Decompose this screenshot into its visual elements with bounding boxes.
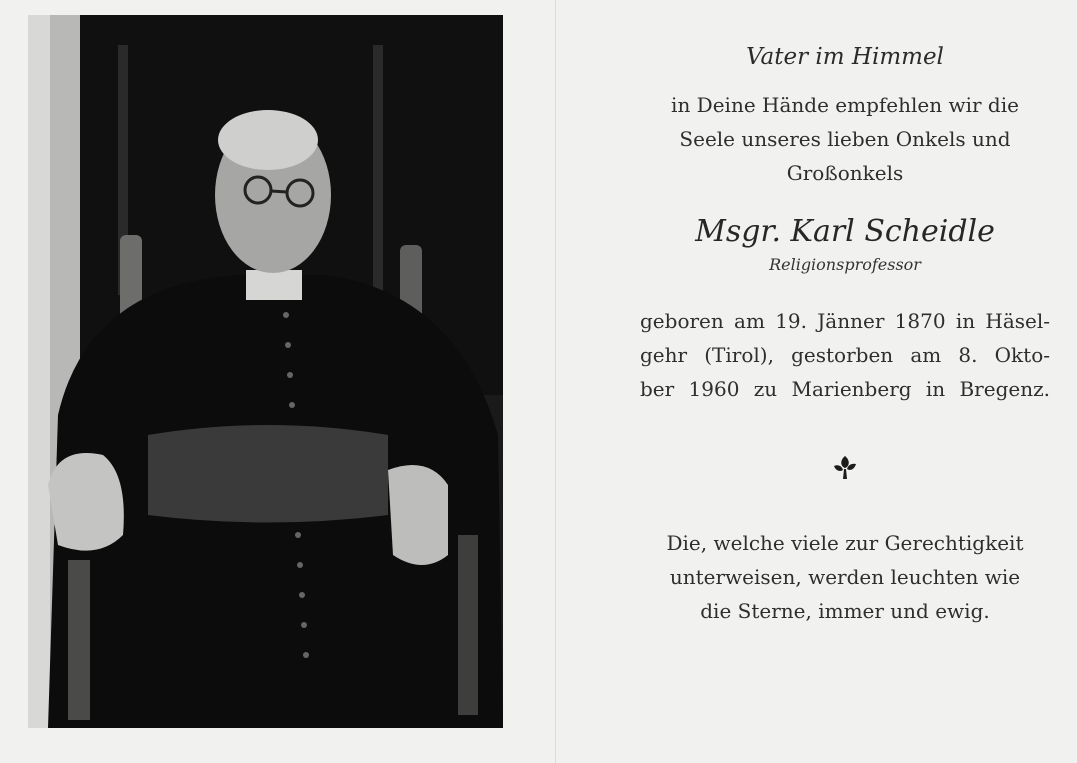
card-fold-line [555, 0, 556, 763]
intro-line: in Deine Hände empfehlen wir die [671, 93, 1019, 117]
verse-line: Die, welche viele zur Gerechtigkeit [666, 531, 1024, 555]
portrait-photo [28, 15, 503, 728]
verse-line: unterweisen, werden leuchten wie [669, 565, 1021, 589]
deceased-name: Msgr. Karl Scheidle [695, 214, 995, 249]
portrait-image [28, 15, 503, 728]
intro-line: Seele unseres lieben Onkels und [679, 127, 1011, 151]
dates-line: ber 1960 zu Marienberg in Bregenz. [640, 377, 1050, 401]
intro-line: Großonkels [786, 161, 904, 185]
memorial-text [640, 40, 1050, 628]
heading: Vater im Himmel [746, 44, 944, 70]
dates-line: geboren am 19. Jänner 1870 in Häsel- [640, 309, 1050, 333]
fleur-ornament-icon [830, 452, 860, 482]
dates-paragraph [640, 304, 1050, 406]
verse-paragraph [640, 526, 1050, 628]
deceased-title: Religionsprofessor [769, 255, 921, 274]
verse-line: die Sterne, immer und ewig. [700, 599, 990, 623]
intro-paragraph [640, 88, 1050, 190]
dates-line: gehr (Tirol), gestorben am 8. Okto- [640, 343, 1050, 367]
